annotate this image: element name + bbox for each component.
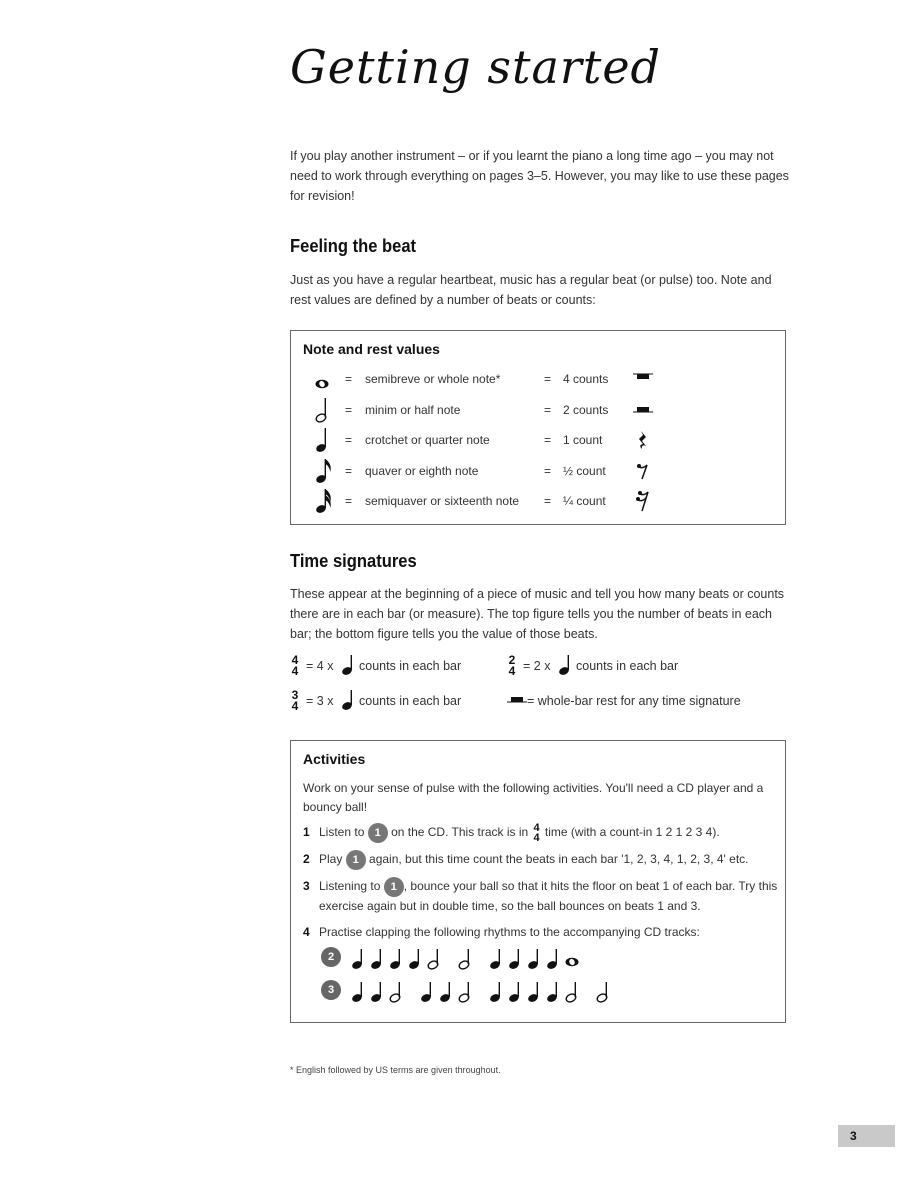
equals-sign: =	[345, 372, 353, 386]
footnote: * English followed by US terms are given throughout.	[290, 1065, 501, 1075]
quarter-note-icon	[546, 947, 560, 976]
quarter-note-icon	[527, 947, 541, 976]
activities-box: Activities Work on your sense of pulse with the following activities. You'll need a CD player and a bouncy ball! 1 Listen to 1 on the CD. This track is in 4 4 time (with a count-in 1 2 1 2 3 4). 2 Play 1 again, but this time count the beats in each bar '1, 2, 3, 4, 1, 2, 3, 4' etc. 3 Listening to 1 , bounce your ball so that it hits the floor on beat 1 of each bar. Try this exercise again but in double time, so the ball bounces on beats 1 and 3. 4 Practise clapping the following rhythms to the accompanying CD tracks: 2 3	[290, 740, 786, 1023]
time-signatures-text: These appear at the beginning of a piece of music and tell you how many beats or counts there are in each bar (or measure). The top figure tells you the number of beats in each bar; the bottom figure tells you the value of those beats.	[290, 587, 785, 641]
half-note-icon	[309, 396, 335, 424]
time-signature-item	[290, 653, 500, 683]
note-value-row	[291, 365, 785, 395]
rhythm-row	[321, 945, 641, 973]
note-name: semibreve or whole note*	[365, 372, 501, 386]
equals-sign: =	[345, 433, 353, 447]
note-count: ½ count	[563, 463, 606, 478]
time-signature-icon: 4 4	[291, 653, 299, 678]
note-count: 2 counts	[563, 402, 609, 417]
equals-sign: =	[345, 402, 353, 417]
feeling-beat-heading: Feeling the beat	[290, 236, 417, 256]
quarter-note-icon	[341, 688, 355, 715]
eighth-rest-icon	[631, 457, 655, 485]
equals-sign: =	[345, 494, 353, 508]
note-value-row	[291, 396, 785, 426]
whole-bar-rest-item	[505, 688, 775, 718]
quarter-note-icon	[546, 980, 560, 1009]
note-values-box	[290, 330, 786, 525]
intro-paragraph: If you play another instrument – or if you learnt the piano a long time ago – you may not need to work through everything on pages 3–5. However, you may like to use these pages for revision!	[290, 149, 789, 203]
quarter-note-icon	[420, 980, 434, 1009]
quarter-note-icon	[508, 980, 522, 1009]
quarter-rest-icon	[631, 426, 655, 454]
quarter-note-icon	[527, 980, 541, 1009]
quarter-note-icon	[508, 947, 522, 976]
half-rest-icon	[631, 396, 655, 424]
quarter-note-icon	[309, 426, 335, 454]
activities-intro: Work on your sense of pulse with the following activities. You'll need a CD player and a bouncy ball!	[303, 781, 764, 814]
equals-sign: =	[544, 402, 552, 417]
page-title: Getting started	[290, 40, 662, 94]
quarter-note-icon	[489, 980, 503, 1009]
quarter-note-icon	[351, 947, 365, 976]
time-signature-item	[507, 653, 717, 683]
time-signature-item	[290, 688, 500, 718]
note-value-row	[291, 426, 785, 456]
half-note-icon	[458, 947, 472, 976]
note-name: minim or half note	[365, 402, 461, 417]
quarter-note-icon	[389, 947, 403, 976]
quarter-note-icon	[370, 947, 384, 976]
whole-note-icon	[565, 947, 579, 976]
quarter-note-icon	[408, 947, 422, 976]
whole-bar-rest-text: = whole-bar rest for any time signature	[527, 694, 741, 708]
whole-rest-icon	[631, 365, 655, 393]
equals-sign: =	[544, 494, 552, 508]
time-signatures-heading: Time signatures	[290, 551, 417, 571]
equals-sign: =	[544, 372, 552, 386]
quarter-note-icon	[558, 653, 572, 680]
half-note-icon	[458, 980, 472, 1009]
ts-prefix: = 2 x	[523, 659, 551, 673]
note-value-row	[291, 457, 785, 487]
cd-track-badge: 1	[384, 877, 404, 897]
ts-suffix: counts in each bar	[359, 659, 462, 673]
whole-note-icon	[309, 365, 335, 393]
note-name: quaver or eighth note	[365, 463, 479, 478]
half-note-icon	[427, 947, 441, 976]
half-note-icon	[565, 980, 579, 1009]
ts-prefix: = 4 x	[306, 659, 334, 673]
rhythm-row	[321, 978, 641, 1006]
note-name: semiquaver or sixteenth note	[365, 494, 520, 508]
note-count: 1 count	[563, 433, 603, 447]
sixteenth-note-icon	[309, 487, 335, 515]
page-number: 3	[838, 1125, 895, 1147]
quarter-note-icon	[489, 947, 503, 976]
quarter-note-icon	[370, 980, 384, 1009]
ts-suffix: counts in each bar	[359, 694, 462, 708]
time-signature-icon: 3 4	[291, 688, 299, 713]
quarter-note-icon	[351, 980, 365, 1009]
ts-prefix: = 3 x	[306, 694, 334, 708]
time-signature-icon: 4 4	[533, 822, 540, 844]
note-value-row	[291, 487, 785, 517]
half-note-icon	[596, 980, 610, 1009]
cd-track-badge: 2	[321, 947, 341, 967]
note-values-heading: Note and rest values	[303, 341, 440, 357]
activities-heading: Activities	[303, 751, 366, 767]
cd-track-badge: 1	[368, 823, 388, 843]
whole-rest-icon	[505, 686, 529, 717]
equals-sign: =	[345, 463, 353, 478]
ts-suffix: counts in each bar	[576, 659, 679, 673]
note-count: ¼ count	[563, 494, 606, 508]
quarter-note-icon	[341, 653, 355, 680]
equals-sign: =	[544, 433, 552, 447]
quarter-note-icon	[439, 980, 453, 1009]
eighth-note-icon	[309, 457, 335, 485]
sixteenth-rest-icon	[631, 487, 655, 515]
note-name: crotchet or quarter note	[365, 433, 490, 447]
note-count: 4 counts	[563, 372, 609, 386]
time-signature-icon: 2 4	[508, 653, 516, 678]
half-note-icon	[389, 980, 403, 1009]
feeling-beat-text: Just as you have a regular heartbeat, music has a regular beat (or pulse) too. Note and rest values are defined by a number of beats or counts:	[290, 273, 772, 307]
cd-track-badge: 3	[321, 980, 341, 1000]
equals-sign: =	[544, 463, 552, 478]
cd-track-badge: 1	[346, 850, 366, 870]
